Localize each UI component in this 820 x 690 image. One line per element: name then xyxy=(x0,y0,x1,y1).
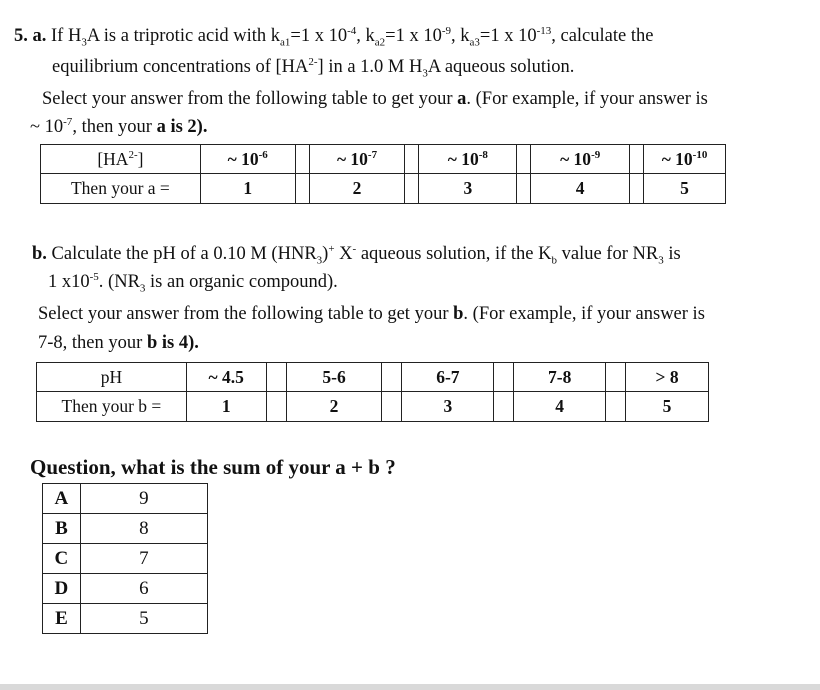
spacer-cell xyxy=(494,392,514,422)
part-b-example xyxy=(38,331,199,355)
part-a-question-line2 xyxy=(52,55,574,79)
subscript: a3 xyxy=(469,36,480,49)
text: Calculate the pH of a 0.10 M (HNR xyxy=(51,244,317,264)
text: aqueous solution, if the K xyxy=(356,244,552,264)
text: ~ 10 xyxy=(227,148,259,169)
choice-letter: B xyxy=(43,514,81,544)
header-label-cell xyxy=(41,145,201,174)
option-cell: 6-7 xyxy=(402,363,494,392)
superscript: -7 xyxy=(63,115,73,128)
final-question: Question, what is the sum of your a + b ? xyxy=(30,455,396,479)
choice-value: 8 xyxy=(80,514,207,544)
spacer-cell xyxy=(295,174,309,204)
subscript: 3 xyxy=(81,36,87,49)
text: 7-8, then your xyxy=(38,333,147,353)
part-b-instruction xyxy=(38,302,705,326)
text: ~ 10 xyxy=(560,148,592,169)
spacer-cell xyxy=(382,392,402,422)
spacer-cell xyxy=(405,145,419,174)
spacer-cell xyxy=(295,145,309,174)
part-a-label: a. xyxy=(32,26,47,46)
text: ~ 10 xyxy=(336,148,368,169)
text: ~ 10 xyxy=(661,148,693,169)
text: A is a triprotic acid with k xyxy=(86,26,280,46)
answer-cell: 2 xyxy=(309,174,405,204)
text: =1 x 10 xyxy=(290,26,348,46)
part-a-question-line1 xyxy=(14,24,653,48)
spacer-cell xyxy=(606,363,626,392)
option-cell xyxy=(309,145,405,174)
spacer-cell xyxy=(266,363,286,392)
superscript: -7 xyxy=(367,148,378,161)
subscript: b xyxy=(551,254,557,267)
text: , calculate the xyxy=(551,26,654,46)
text: is xyxy=(663,244,681,264)
text: ~ 10 xyxy=(30,117,64,137)
answer-cell: 1 xyxy=(186,392,266,422)
superscript: -10 xyxy=(692,148,708,161)
row-label-cell: Then your a = xyxy=(41,174,201,204)
table-row xyxy=(37,363,709,392)
superscript: -5 xyxy=(89,270,99,283)
table-row xyxy=(43,484,208,514)
text: Select your answer from the following table to get your xyxy=(42,89,458,109)
text: If H xyxy=(51,26,82,46)
option-cell xyxy=(644,145,726,174)
text: is 4). xyxy=(157,333,199,353)
answer-cell: 1 xyxy=(200,174,295,204)
text: [HA xyxy=(97,148,129,169)
choice-value: 9 xyxy=(80,484,207,514)
part-b-question-line1 xyxy=(32,242,681,266)
text: =1 x 10 xyxy=(479,26,537,46)
option-cell xyxy=(531,145,630,174)
spacer-cell xyxy=(494,363,514,392)
answer-cell: 4 xyxy=(514,392,606,422)
table-row xyxy=(43,604,208,634)
superscript: -4 xyxy=(347,24,357,37)
table-row xyxy=(41,145,726,174)
text: value for NR xyxy=(556,244,659,264)
variable: a xyxy=(156,117,166,137)
subscript: a1 xyxy=(280,36,291,49)
spacer-cell xyxy=(517,174,531,204)
bottom-edge xyxy=(0,684,820,690)
superscript: 2- xyxy=(308,55,318,68)
row-label-cell: Then your b = xyxy=(37,392,187,422)
table-row xyxy=(41,174,726,204)
subscript: 3 xyxy=(658,254,664,267)
spacer-cell xyxy=(630,145,644,174)
spacer-cell xyxy=(630,174,644,204)
text: . (NR xyxy=(98,272,140,292)
text: ~ 10 xyxy=(447,148,479,169)
superscript: -13 xyxy=(536,24,552,37)
text: is an organic compound). xyxy=(145,272,338,292)
text: . (For example, if your answer is xyxy=(463,304,705,324)
table-row xyxy=(43,544,208,574)
answer-cell: 2 xyxy=(286,392,382,422)
choice-letter: E xyxy=(43,604,81,634)
part-a-instruction xyxy=(42,87,708,111)
text: equilibrium concentrations of [HA xyxy=(52,57,309,77)
text: ] xyxy=(137,148,144,169)
variable: a xyxy=(457,89,467,109)
part-b-answer-table xyxy=(36,362,709,422)
superscript: + xyxy=(328,242,335,255)
text: =1 x 10 xyxy=(385,26,442,46)
choice-value: 7 xyxy=(80,544,207,574)
spacer-cell xyxy=(382,363,402,392)
option-cell: > 8 xyxy=(626,363,709,392)
choice-letter: C xyxy=(43,544,81,574)
choice-value: 5 xyxy=(80,604,207,634)
choice-letter: A xyxy=(43,484,81,514)
answer-cell: 5 xyxy=(626,392,709,422)
table-row xyxy=(43,514,208,544)
table-row xyxy=(37,392,709,422)
text: 1 x10 xyxy=(48,272,90,292)
superscript: - xyxy=(352,242,357,255)
option-cell: 7-8 xyxy=(514,363,606,392)
header-label-cell: pH xyxy=(37,363,187,392)
part-a-example xyxy=(30,115,207,139)
answer-cell: 4 xyxy=(531,174,630,204)
subscript: a2 xyxy=(374,36,386,49)
table-row xyxy=(43,574,208,604)
choice-value: 6 xyxy=(80,574,207,604)
answer-cell: 5 xyxy=(644,174,726,204)
superscript: -8 xyxy=(478,148,488,161)
spacer-cell xyxy=(517,145,531,174)
spacer-cell xyxy=(266,392,286,422)
option-cell: ~ 4.5 xyxy=(186,363,266,392)
text: . (For example, if your answer is xyxy=(466,89,708,109)
text: is 2). xyxy=(165,117,208,137)
subscript: 3 xyxy=(139,282,146,295)
text: , then your xyxy=(72,117,157,137)
choice-letter: D xyxy=(43,574,81,604)
subscript: 3 xyxy=(422,67,428,80)
part-b-question-line2 xyxy=(48,270,338,294)
spacer-cell xyxy=(405,174,419,204)
text: X xyxy=(334,244,353,264)
subscript: 3 xyxy=(316,254,323,267)
choices-table xyxy=(42,483,208,634)
variable: b xyxy=(146,333,158,353)
part-a-answer-table xyxy=(40,144,726,204)
text: , k xyxy=(356,26,375,46)
text: ) xyxy=(322,244,329,264)
text: ] in a 1.0 M H xyxy=(317,57,423,77)
superscript: -9 xyxy=(591,148,601,161)
option-cell xyxy=(200,145,295,174)
question-number: 5. xyxy=(14,26,28,46)
superscript: -9 xyxy=(441,24,451,37)
answer-cell: 3 xyxy=(402,392,494,422)
superscript: -6 xyxy=(258,148,268,161)
part-b-label: b. xyxy=(32,244,47,264)
spacer-cell xyxy=(606,392,626,422)
answer-cell: 3 xyxy=(419,174,517,204)
option-cell: 5-6 xyxy=(286,363,382,392)
option-cell xyxy=(419,145,517,174)
text: Select your answer from the following table to get your xyxy=(38,304,454,324)
text: A aqueous solution. xyxy=(427,57,575,77)
variable: b xyxy=(453,304,464,324)
superscript: 2- xyxy=(128,148,138,161)
text: , k xyxy=(451,26,470,46)
